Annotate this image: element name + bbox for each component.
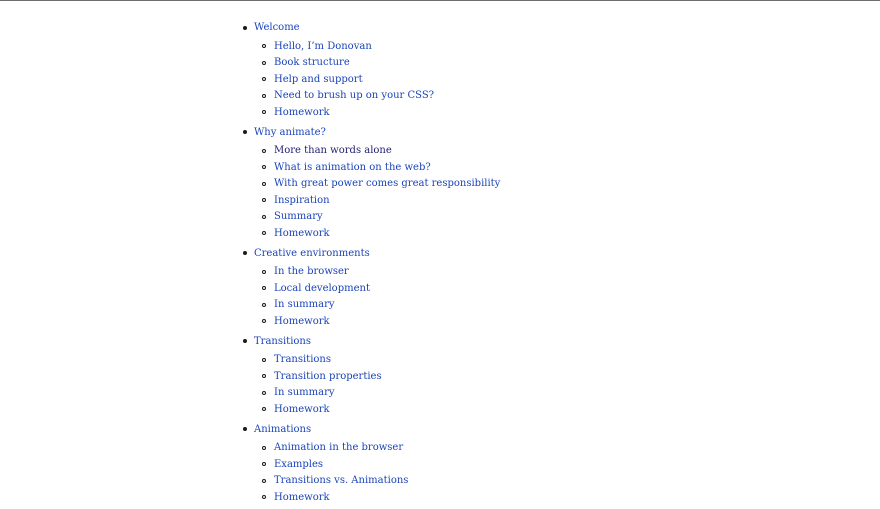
section-list — [240, 440, 500, 506]
section-link[interactable]: With great power comes great responsibility — [274, 178, 501, 190]
chapter-item-animations — [240, 421, 500, 506]
section-item — [240, 143, 500, 160]
chapter-row — [240, 245, 500, 262]
chapter-row — [240, 124, 500, 141]
bullet-circle-icon — [262, 319, 266, 323]
bullet-circle-icon — [262, 231, 266, 235]
bullet-circle-icon — [262, 198, 266, 202]
bullet-circle-icon — [262, 94, 266, 98]
bullet-circle-icon — [262, 358, 266, 362]
bullet-circle-icon — [262, 303, 266, 307]
section-item — [240, 264, 500, 281]
chapter-row — [240, 333, 500, 350]
section-link[interactable]: Homework — [274, 403, 330, 415]
section-list — [240, 352, 500, 418]
bullet-circle-icon — [262, 407, 266, 411]
section-link[interactable]: Hello, I’m Donovan — [274, 40, 372, 52]
bullet-circle-icon — [262, 462, 266, 466]
bullet-circle-icon — [262, 374, 266, 378]
section-item — [240, 368, 500, 385]
chapter-link-why-animate[interactable]: Why animate? — [254, 126, 326, 138]
section-item — [240, 473, 500, 490]
section-item — [240, 385, 500, 402]
section-link[interactable]: Summary — [274, 211, 323, 223]
section-item — [240, 297, 500, 314]
chapter-item-creative-environments — [240, 245, 500, 330]
bullet-circle-icon — [262, 77, 266, 81]
section-link[interactable]: Homework — [274, 106, 330, 118]
section-item — [240, 88, 500, 105]
section-link[interactable]: In the browser — [274, 266, 349, 278]
chapter-link-transitions[interactable]: Transitions — [254, 335, 311, 347]
bullet-disc-icon — [243, 251, 247, 255]
section-list — [240, 38, 500, 121]
section-item — [240, 313, 500, 330]
section-item — [240, 71, 500, 88]
section-link[interactable]: Transitions vs. Animations — [274, 475, 409, 487]
bullet-disc-icon — [243, 427, 247, 431]
chapter-item-transitions — [240, 333, 500, 418]
section-link[interactable]: Local development — [274, 282, 370, 294]
section-link[interactable]: Inspiration — [274, 194, 330, 206]
section-item — [240, 104, 500, 121]
section-link[interactable]: Help and support — [274, 73, 363, 85]
section-link[interactable]: Transition properties — [274, 370, 382, 382]
section-link[interactable]: Animation in the browser — [274, 442, 404, 454]
top-divider — [0, 0, 880, 1]
section-item — [240, 209, 500, 226]
section-link[interactable]: In summary — [274, 387, 335, 399]
bullet-disc-icon — [243, 130, 247, 134]
section-list — [240, 143, 500, 242]
section-link[interactable]: Examples — [274, 458, 324, 470]
bullet-circle-icon — [262, 446, 266, 450]
bullet-circle-icon — [262, 270, 266, 274]
section-item — [240, 192, 500, 209]
bullet-circle-icon — [262, 61, 266, 65]
section-item — [240, 176, 500, 193]
chapter-list — [240, 19, 500, 506]
bullet-disc-icon — [243, 339, 247, 343]
chapter-link-welcome[interactable]: Welcome — [254, 22, 300, 33]
chapter-row — [240, 421, 500, 438]
bullet-circle-icon — [262, 391, 266, 395]
chapter-row — [240, 19, 500, 36]
bullet-circle-icon — [262, 149, 266, 153]
section-item — [240, 456, 500, 473]
bullet-disc-icon — [243, 26, 247, 30]
section-link[interactable]: Transitions — [274, 354, 331, 366]
section-link[interactable]: Homework — [274, 491, 330, 503]
section-item — [240, 55, 500, 72]
bullet-circle-icon — [262, 479, 266, 483]
section-list — [240, 264, 500, 330]
section-link[interactable]: Need to brush up on your CSS? — [274, 90, 435, 102]
chapter-item-why-animate — [240, 124, 500, 242]
section-item — [240, 440, 500, 457]
section-item — [240, 280, 500, 297]
section-item — [240, 225, 500, 242]
bullet-circle-icon — [262, 182, 266, 186]
section-link[interactable]: In summary — [274, 299, 335, 311]
section-item — [240, 489, 500, 506]
section-link[interactable]: Homework — [274, 315, 330, 327]
bullet-circle-icon — [262, 215, 266, 219]
chapter-item-welcome — [240, 19, 500, 121]
chapter-link-animations[interactable]: Animations — [254, 423, 312, 435]
section-item — [240, 38, 500, 55]
bullet-circle-icon — [262, 110, 266, 114]
table-of-contents — [240, 19, 500, 509]
section-link[interactable]: Book structure — [274, 57, 350, 69]
section-link-visited[interactable]: More than words alone — [274, 145, 392, 157]
bullet-circle-icon — [262, 165, 266, 169]
bullet-circle-icon — [262, 44, 266, 48]
section-item — [240, 401, 500, 418]
section-link[interactable]: Homework — [274, 227, 330, 239]
section-link[interactable]: What is animation on the web? — [274, 161, 431, 173]
section-item — [240, 159, 500, 176]
bullet-circle-icon — [262, 495, 266, 499]
chapter-link-creative-environments[interactable]: Creative environments — [254, 247, 370, 259]
bullet-circle-icon — [262, 286, 266, 290]
section-item — [240, 352, 500, 369]
